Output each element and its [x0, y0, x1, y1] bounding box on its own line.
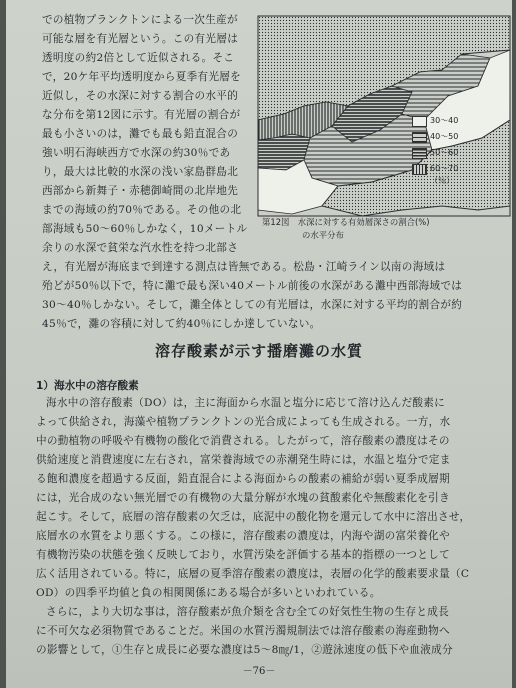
text-line: 余りの水深で貧栄な汽水性を持つ北部さ	[42, 242, 239, 254]
legend-label: 60～70	[430, 164, 459, 173]
figure-caption-cont: の水平分布	[302, 230, 344, 240]
subsection-heading: 1）海水中の溶存酸素	[36, 380, 139, 392]
legend-unit: （％）	[430, 176, 454, 185]
text-line: え，有光層が海底まで到達する測点は皆無である。松島・江崎ライン以南の海域は	[42, 261, 446, 273]
text-line: 海水中の溶存酸素（DO）は，主に海面から水温と塩分に応じて溶け込んだ酸素に	[46, 397, 446, 409]
text-line: までの海域の約70％である。その他の北	[42, 204, 242, 216]
page-number: －76－	[242, 666, 276, 677]
text-line: 殆どが50％以下で，特に灘で最も深い40メートル前後の水深がある灘中西部海域では	[42, 280, 463, 292]
legend-label: 50～60	[430, 148, 459, 157]
legend-swatch	[412, 164, 427, 175]
text-line: 供給速度と消費速度に左右され，富栄養海域での赤潮発生時には，水温と塩分で定ま	[36, 454, 451, 466]
text-line: 最も小さいのは，灘でも最も鉛直混合の	[42, 128, 239, 140]
figure-caption: 第12図 水深に対する有効層深さの割合(%)	[262, 217, 430, 227]
legend-label: 30～40	[430, 116, 459, 125]
text-line: な分布を第12図に示す。有光層の割合が	[42, 109, 241, 121]
legend-item	[412, 116, 502, 126]
text-line: OD）の四季平均値と負の相関関係にある場合が多いといわれている。	[36, 587, 381, 599]
text-line: には，光合成のない無光層での有機物の大量分解が水塊の貧酸素化や無酸素化を引き	[36, 492, 450, 504]
text-line: 30～40％しかない。そして，灘全体としての有光層は，水深に対する平均的割合が約	[42, 299, 463, 311]
text-line: 可能な層を有光層という。この有光層は	[42, 33, 239, 45]
text-line: 底層水の水質をより悪くする。この様に，溶存酸素の濃度は，内海や湖の富栄養化や	[36, 530, 450, 542]
legend-swatch	[412, 116, 427, 127]
text-line: 45％で，灘の容積に対して約40％にしか達していない。	[42, 318, 321, 330]
legend-item	[412, 132, 502, 142]
text-line: 中の動植物の呼吸や有機物の酸化で消費される。したがって，溶存酸素の濃度はその	[36, 435, 450, 447]
text-line: 部海域も50～60％しかなく，10メートル	[42, 223, 248, 235]
text-line: での植物プランクトンによる一次生産が	[42, 14, 238, 26]
legend-label: 40～50	[430, 132, 459, 141]
section-heading: 溶存酸素が示す播磨灘の水質	[154, 342, 363, 360]
legend-swatch	[412, 132, 427, 143]
legend-item	[412, 164, 502, 174]
text-line: 西部から新舞子・赤穂御崎間の北岸地先	[42, 185, 239, 197]
figure-12	[252, 10, 512, 242]
text-line: り，最大は比較的水深の浅い家島群島北	[42, 166, 239, 178]
text-line: よって供給され，海藻や植物プランクトンの光合成によっても生成される。一方，水	[36, 416, 451, 428]
text-line: る飽和濃度を超過する反面，鉛直混合による海面からの酸素の補給が弱い夏季成層期	[36, 473, 450, 485]
text-line: 起こす。そして，底層の溶存酸素の欠乏は，底泥中の酸化物を還元して水中に溶出させ，	[36, 511, 471, 523]
legend-swatch	[412, 148, 427, 159]
text-line: さらに，より大切な事は，溶存酸素が魚介類を含む全ての好気性生物の生存と成長	[46, 606, 450, 618]
distribution-map	[252, 10, 512, 242]
text-line: の影響として，①生存と成長に必要な濃度は5～8㎎/1，②遊泳速度の低下や血液成分	[36, 644, 453, 656]
text-line: 広く活用されている。特に，底層の夏季溶存酸素の濃度は，表層の化学的酸素要求量（C	[36, 568, 470, 580]
legend-item	[412, 148, 502, 158]
text-line: に不可欠な必須物質であることだ。米国の水質汚濁規制法では溶存酸素の海産動物へ	[36, 625, 450, 637]
text-line: 有機物汚染の状態を強く反映しており，水質汚染を評価する基本的指標の一つとして	[36, 549, 450, 561]
book-page	[6, 0, 512, 688]
text-line: 近似し，その水深に対する割合の水平的	[42, 90, 239, 102]
text-line: 透明度の約2倍として近似される。そこ	[42, 52, 235, 64]
text-line: で，20ケ年平均透明度から夏季有光層を	[42, 71, 242, 83]
text-line: 強い明石海峡西方で水深の約30％であ	[42, 147, 231, 159]
